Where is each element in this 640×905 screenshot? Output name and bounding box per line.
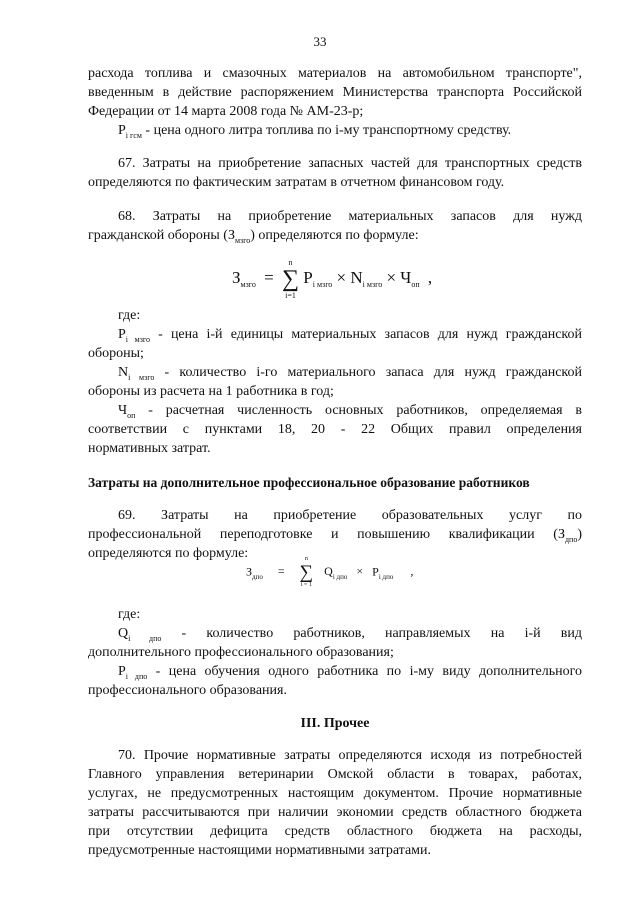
paragraph-70-line: затраты рассчитываются при наличии экономии средств областного бюджета [88,805,582,820]
formula-lhs-subscript: дпо [252,573,263,582]
text-line: введенным в действие распоряжением Министерства транспорта Российской [88,85,582,100]
definition-line: обороны; [88,346,144,361]
sigma-symbol: ∑ [281,266,300,292]
definition-line [88,121,582,141]
formula-term-subscript: i мзго [312,279,333,289]
paragraph-68-line: 68. Затраты на приобретение материальных запасов для нужд [118,209,582,224]
definition-line [88,325,582,345]
formula-lhs: З [246,564,253,579]
paragraph-70-line: Главного управления ветеринарии Омской области в товарах, работах, [88,767,582,782]
sum-operator [300,556,314,589]
formula-term: Ч [400,267,412,287]
definition-line [88,662,582,682]
formula-term: P [372,564,379,579]
sigma-symbol: ∑ [299,562,314,583]
symbol-subscript: i дпо [125,672,148,681]
formula-term: Q [324,564,333,579]
definition-text: - цена одного литра топлива по i-му транспортному средству. [141,123,512,138]
formula-education [246,556,413,589]
sum-upper-limit: n [304,556,308,562]
definition-text: - количество работников, направляемых на i-й вид [161,626,582,641]
formula-equals: = [277,564,285,579]
definition-line [88,401,582,421]
definition-line: обороны из расчета на 1 работника в год; [88,384,334,399]
sum-operator [282,258,299,300]
symbol: P [118,664,126,679]
formula-equals: = [264,267,274,287]
sum-lower-limit: i = 1 [300,582,312,588]
definition-text: - расчетная численность основных работников, определяемая в [135,403,582,418]
symbol-subscript: i мзго [125,335,150,344]
definition-line: дополнительного профессионального образования; [88,645,394,660]
paragraph-69-line: 69. Затраты на приобретение образовательных услуг по [118,508,582,523]
definition-line: профессионального образования. [88,683,287,698]
paragraph-67-line: определяются по фактическим затратам в отчетном финансовом году. [88,175,505,190]
sum-lower-limit: i=1 [285,291,296,300]
symbol-subscript: оп [127,411,136,420]
formula-lhs-subscript: мзго [240,279,256,289]
multiply-sign: × [336,267,347,287]
symbol: P [118,123,126,138]
paragraph-69-line: определяются по формуле: [88,546,249,561]
text-subscript: мзго [234,236,251,245]
paragraph-70-line: услугах, не предусмотренных настоящим документом. Прочие нормативные [88,786,582,801]
paragraph-67-line: 67. Затраты на приобретение запасных частей для транспортных средств [118,156,582,171]
paragraph-70-line: при отсутствии дефицита средств областного бюджета на расходы, [88,824,582,839]
formula-term-subscript: оп [411,279,420,289]
formula-term: N [350,267,363,287]
definition-text: - количество i-го материального запаса для нужд гражданской [154,365,583,380]
part-heading: III. Прочее [300,716,370,731]
formula-comma: , [427,267,433,287]
section-heading: Затраты на дополнительное профессиональное образование работников [88,475,530,490]
text-part: профессиональной переподготовке и повышению квалификации (З [88,527,565,542]
formula-materials [232,258,432,300]
symbol: Q [118,626,129,641]
formula-term: P [303,267,313,287]
symbol-subscript: i мзго [128,373,155,382]
symbol: N [118,365,129,380]
text-part: ) [577,527,582,542]
text-subscript: дпо [564,535,578,544]
symbol: P [118,327,126,342]
formula-term-subscript: i дпо [332,573,348,582]
formula-lhs: З [232,267,241,287]
definition-line [88,363,582,383]
definition-line [88,624,582,644]
symbol-subscript: i дпо [128,634,162,643]
formula-term-subscript: i дпо [378,573,394,582]
definition-text: - цена обучения одного работника по i-му виду дополнительного [147,664,582,679]
text-line: расхода топлива и смазочных материалов на автомобильном транспорте", [88,66,582,81]
paragraph-69-line [88,525,582,545]
formula-term-subscript: i мзго [362,279,383,289]
paragraph-70-line: предусмотренные настоящими нормативными затратами. [88,843,432,858]
page-number: 33 [313,34,327,49]
multiply-sign: × [386,267,397,287]
text-part: гражданской обороны (З [88,228,235,243]
text-part: ) определяются по формуле: [250,228,419,243]
definition-line: нормативных затрат. [88,441,211,456]
text-line: Федерации от 14 марта 2008 года № АМ-23-р; [88,104,364,119]
sum-upper-limit: n [288,258,293,267]
symbol-subscript: i гсм [125,131,142,140]
symbol: Ч [118,403,128,418]
definition-line: соответствии с пунктами 18, 20 - 22 Общих правил определения [88,422,582,437]
paragraph-70-line: 70. Прочие нормативные затраты определяются исходя из потребностей [118,748,582,763]
where-label: где: [118,308,141,323]
formula-comma: , [410,564,414,579]
where-label: где: [118,607,141,622]
definition-text: - цена i-й единицы материальных запасов для нужд гражданской [149,327,582,342]
multiply-sign: × [356,564,364,579]
paragraph-68-line [88,226,582,246]
